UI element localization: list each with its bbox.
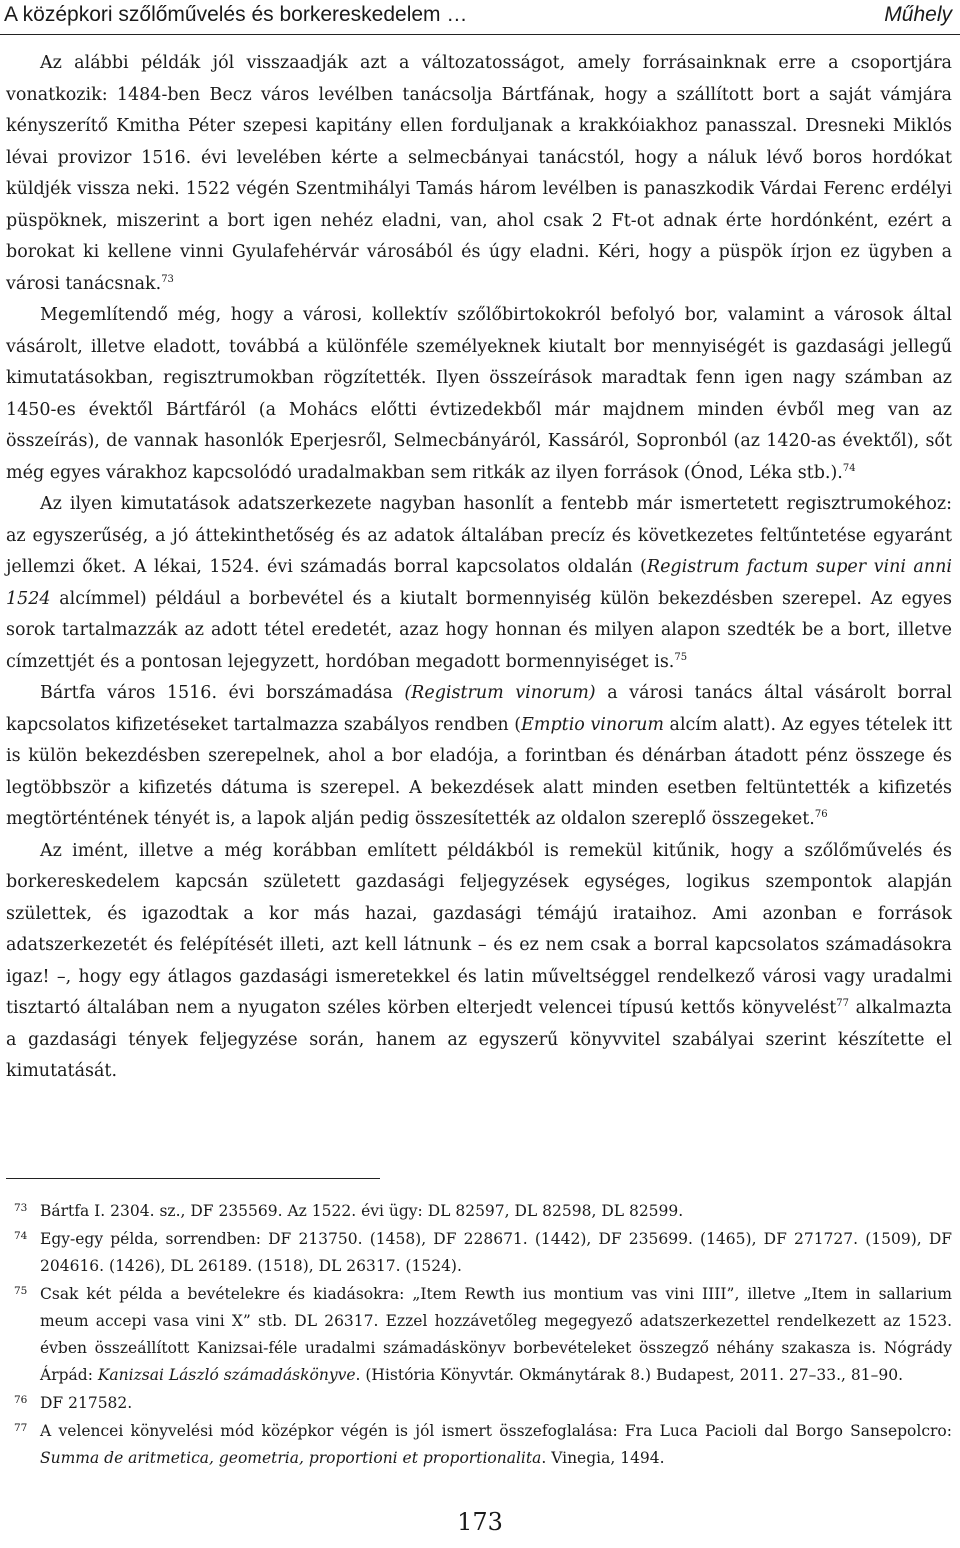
footnote-number: 76 (14, 1394, 28, 1406)
paragraph: Bártfa város 1516. évi borszámadása (Registrum vinorum) a városi tanács által vásárolt borral kapcsolatos kifizetéseket tartalmazza szabályos rendben (Emptio vinorum alcím alatt). Az egyes tételek itt is külön bekezdésben szerepelnek, ahol a bor eladója, a forintban és dénárban átadott pénz összege és legtöbbször a kifizetés dátuma is szerepel. A bekezdések alatt minden esetben feltüntették a kifizetés megtörténtének tényét is, a lapok alján pedig összesítették az oldalon szereplő összegeket.$^{76}$ (6, 683, 952, 829)
running-title: A középkori szőlőművelés és borkereskedelem … (4, 3, 468, 26)
footnote-77: 77 A velencei könyvelési mód középkor végén is jól ismert összefoglalása: Fra Luca Pacioli dal Borgo Sansepolcro: Summa de aritmetica, geometria, proportioni et proportionalita. Vinegia, 1494. (6, 1418, 952, 1472)
footnote-75: 75 Csak két példa a bevételekre és kiadásokra: „Item Rewth ius montium vas vini IIII”, illetve „Item in sallarium meum accepi vasa vini X” stb. DL 26317. Ezzel hozzávetőleg megegyező adatszerkezettel rendelkezett az 1523. évben összeállított Kanizsai-féle uradalmi számadáskönyv borbevételeket összegző néhány szakasza is. Nógrády Árpád: Kanizsai László számadáskönyve. (História Könyvtár. Okmánytárak 8.) Budapest, 2011. 27–33., 81–90. (6, 1281, 952, 1389)
paragraph: Az ilyen kimutatások adatszerkezete nagyban hasonlít a fentebb már ismertetett regisztrumokéhoz: az egyszerűség, a jó áttekinthetőség és az adatok általában precíz és következetes feltűntetése egyaránt jellemzi őket. A lékai, 1524. évi számadás borral kapcsolatos oldalán (Registrum factum super vini anni 1524 alcímmel) például a borbevétel és a kiutalt bormennyiség külön bekezdésben szerepel. Az egyes sorok tartalmazzák az adott tétel eredetét, azaz hogy honnan és milyen alapon szedték be a bort, illetve címzettjét és a pontosan lejegyzett, hordóban megadott bormennyiséget is.$^{75}$ (6, 494, 952, 672)
footnote-number: 75 (14, 1285, 28, 1297)
main-text (6, 48, 952, 1088)
footnote-73: 73 Bártfa I. 2304. sz., DF 235569. Az 1522. évi ügy: DL 82597, DL 82598, DL 82599. (6, 1198, 952, 1225)
footnote-ref: 73 (161, 273, 174, 285)
footnote-74: 74 Egy-egy példa, sorrendben: DF 213750. (1458), DF 228671. (1442), DF 235699. (1465), DF 271727. (1509), DF 204616. (1426), DL 26189. (1518), DL 26317. (1524). (6, 1226, 952, 1280)
paragraph: Megemlítendő még, hogy a városi, kollektív szőlőbirtokokról befolyó bor, valamint a városok által vásárolt, illetve eladott, továbbá a különféle személyeknek kiutalt bor mennyiségét is gazdasági jellegű kimutatásokban, regisztrumokban rögzítették. Ilyen összeírások maradtak fenn igen nagy számban az 1450-es évektől Bártfáról (a Mohács előtti évtizedekből már majdnem minden évből meg van az összeírás), de vannak hasonlók Eperjesről, Selmecbányáról, Kassáról, Sopronból (az 1420-as évektől), sőt még egyes várakhoz kapcsolódó uradalmakban sem ritkák az ilyen források (Ónod, Léka stb.).$^{74}$ (6, 305, 952, 483)
footnote-number: 74 (14, 1230, 28, 1242)
footnote-ref: 76 (814, 809, 828, 821)
footnote-number: 77 (14, 1422, 28, 1434)
footnote-separator (6, 1178, 380, 1179)
page-number: 173 (457, 1508, 503, 1536)
running-header (0, 0, 960, 35)
footnote-ref: 75 (674, 651, 688, 663)
footnote-number: 73 (14, 1202, 28, 1214)
footnote-ref: 77 (836, 998, 849, 1010)
paragraph: Az imént, illetve a még korábban említett példákból is remekül kitűnik, hogy a szőlőművelés és borkereskedelem kapcsán született gazdasági feljegyzések egységes, logikus szempontok alapján születtek, és igazodtak a kor más hazai, gazdasági témájú irataihoz. Ami azonban e források adatszerkezetét és felépítését illeti, azt kell látnunk – és ez nem csak a borral kapcsolatos számadásokra igaz! –, hogy egy átlagos gazdasági ismeretekkel és latin műveltséggel rendelkező városi vagy uradalmi tisztartó általában nem a nyugaton széles körben elterjedt velencei típusú kettős könyvelést$^{77}$ alkalmazta a gazdasági tények feljegyzése során, hanem az egyszerű könyvvitel szabályai szerint készítette el kimutatását. (6, 840, 952, 1081)
footnotes (6, 1198, 952, 1473)
footnote-ref: 74 (842, 462, 856, 474)
paragraph: Az alábbi példák jól visszaadják azt a változatosságot, amely forrásainknak erre a csoportjára vonatkozik: 1484-ben Becz város levélben tanácsolja Bártfának, hogy a szállított bort a saját vámjára kényszerítő Kmitha Péter szepesi kapitány ellen forduljanak a krakkóiakhoz panasszal. Dresneki Miklós lévai provizor 1516. évi levelében kérte a selmecbányai tanácstól, hogy a náluk lévő boros hordókat küldjék vissza neki. 1522 végén Szentmihályi Tamás három levélben is panaszkodik Várdai Ferenc erdélyi püspöknek, miszerint a bort igen nehéz eladni, van, ahol csak 2 Ft-ot adnak érte hordónként, ezért a borokat ki kellene vinni Gyulafehérvár városából és úgy eladni. Kéri, hogy a püspök írjon ez ügyben a városi tanácsnak.$^{73}$ (6, 53, 952, 294)
footnote-76: 76 DF 217582. (6, 1390, 952, 1417)
section-label: Műhely (884, 3, 952, 26)
